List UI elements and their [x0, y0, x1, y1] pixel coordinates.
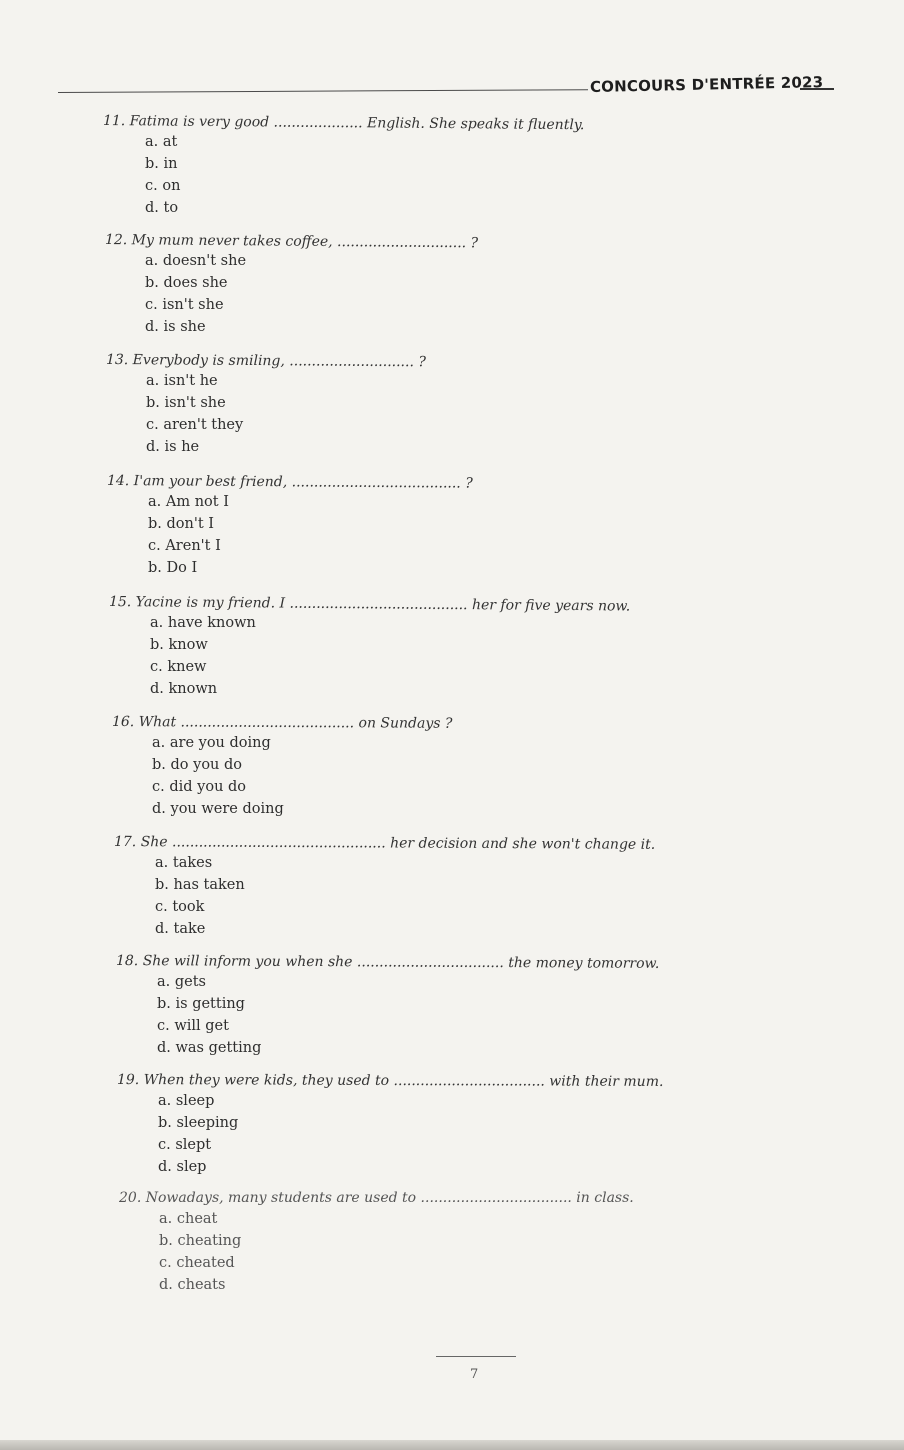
question-12 — [105, 232, 825, 338]
option-a: a. are you doing — [152, 735, 271, 751]
question-20 — [119, 1190, 839, 1296]
question-15 — [109, 594, 829, 700]
option-d: d. was getting — [157, 1040, 262, 1056]
option-b: b. don't I — [148, 516, 215, 532]
option-b: b. sleeping — [158, 1115, 239, 1131]
question-text: 12. My mum never takes coffee, ............................. ? — [104, 232, 479, 252]
option-a: a. isn't he — [146, 373, 218, 389]
question-16 — [112, 714, 832, 820]
option-a: a. cheat — [159, 1211, 218, 1227]
option-c: c. will get — [157, 1018, 229, 1034]
option-b: b. know — [150, 637, 208, 653]
header-title: CONCOURS D'ENTRÉE 2023 — [589, 73, 824, 96]
option-d: d. is he — [146, 439, 200, 455]
question-text: 16. What ....................................... on Sundays ? — [111, 714, 453, 732]
option-b: b. in — [145, 156, 178, 172]
option-a: a. gets — [157, 974, 206, 990]
option-c: c. isn't she — [145, 297, 224, 313]
option-b: b. isn't she — [146, 395, 226, 411]
question-text: 14. I'am your best friend, ...................................... ? — [106, 473, 473, 492]
option-d: b. Do I — [148, 560, 198, 576]
option-c: c. knew — [150, 659, 207, 675]
option-a: a. sleep — [158, 1093, 215, 1109]
option-b: b. cheating — [159, 1233, 242, 1249]
option-d: d. you were doing — [152, 801, 284, 817]
option-c: c. did you do — [152, 779, 247, 795]
question-17 — [114, 834, 834, 940]
option-a: a. at — [145, 134, 178, 150]
question-13 — [106, 352, 826, 458]
option-a: a. takes — [155, 855, 213, 871]
option-d: d. take — [155, 921, 206, 937]
question-text: 18. She will inform you when she ................................. the money tomorrow. — [115, 953, 660, 972]
question-text: 17. She ................................................ her decision and she won't change it. — [113, 834, 656, 853]
option-d: d. is she — [145, 319, 206, 335]
question-text: 11. Fatima is very good .................... English. She speaks it fluently. — [102, 113, 585, 134]
option-c: c. cheated — [159, 1255, 235, 1271]
question-11 — [103, 113, 823, 219]
option-d: d. cheats — [159, 1277, 226, 1293]
question-18 — [116, 953, 836, 1059]
header-rule-accent — [800, 88, 834, 90]
option-c: c. slept — [158, 1137, 212, 1153]
option-b: b. does she — [145, 275, 228, 291]
footer-rule — [436, 1356, 516, 1357]
option-a: a. doesn't she — [145, 253, 247, 269]
option-d: d. to — [145, 200, 179, 216]
question-text: 20. Nowadays, many students are used to .................................. in class. — [119, 1190, 634, 1206]
question-19 — [117, 1072, 837, 1178]
option-c: c. on — [145, 178, 181, 194]
question-14 — [107, 473, 827, 579]
option-b: b. is getting — [157, 996, 245, 1012]
option-b: b. has taken — [155, 877, 245, 893]
question-text: 13. Everybody is smiling, ............................ ? — [105, 352, 426, 371]
option-d: d. slep — [158, 1159, 207, 1175]
option-d: d. known — [150, 681, 218, 697]
page-number: 7 — [470, 1367, 479, 1382]
question-text: 15. Yacine is my friend. I ........................................ her for five years now. — [108, 594, 631, 615]
header-rule — [58, 89, 588, 93]
option-b: b. do you do — [152, 757, 243, 773]
question-text: 19. When they were kids, they used to .................................. with their mum. — [116, 1072, 664, 1090]
option-a: a. Am not I — [148, 494, 229, 510]
option-c: c. took — [155, 899, 205, 915]
option-a: a. have known — [150, 615, 256, 631]
option-c: c. aren't they — [146, 417, 244, 433]
option-c: c. Aren't I — [148, 538, 221, 554]
page-edge-shadow — [0, 1440, 904, 1450]
